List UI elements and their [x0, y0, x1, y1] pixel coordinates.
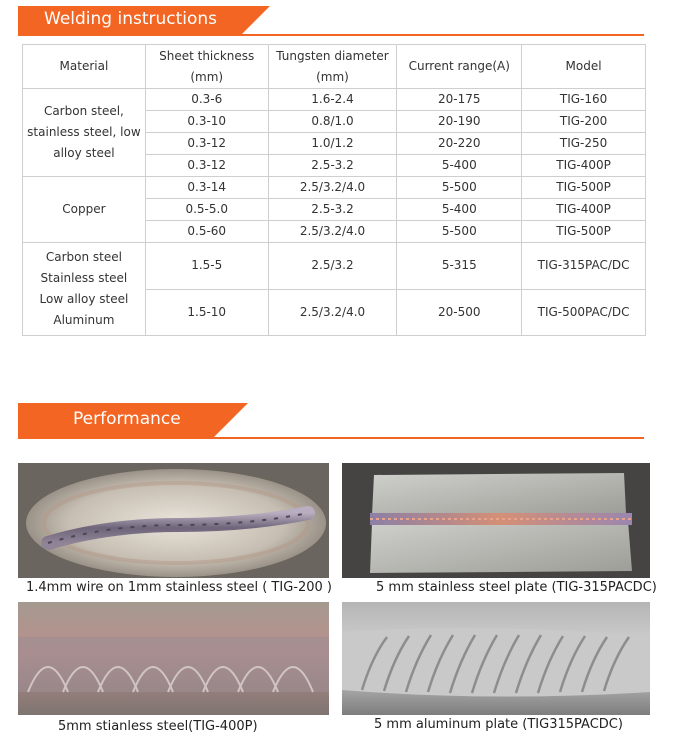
weld-photo-aluminum-plate-image — [342, 602, 650, 715]
table-row — [23, 177, 646, 199]
banner-tail — [214, 403, 248, 437]
tungsten-cell: 1.0/1.2 — [268, 133, 397, 155]
header-sheet-thickness: Sheet thickness (mm) — [145, 45, 268, 89]
tungsten-cell: 2.5/3.2 — [268, 243, 397, 290]
model-cell: TIG-400P — [522, 199, 646, 221]
thickness-cell: 0.5-60 — [145, 221, 268, 243]
thickness-cell: 0.3-12 — [145, 133, 268, 155]
table-row — [23, 89, 646, 111]
thickness-cell: 0.3-14 — [145, 177, 268, 199]
weld-photo-tig-315pacdc-plate — [342, 463, 650, 578]
thickness-cell: 0.3-10 — [145, 111, 268, 133]
table-header-row — [23, 45, 646, 89]
weld-photo-tig-400p-image — [18, 602, 329, 715]
thickness-cell: 0.3-6 — [145, 89, 268, 111]
caption-photo-1: 1.4mm wire on 1mm stainless steel ( TIG-200 ) — [26, 580, 332, 595]
welding-spec-table — [22, 44, 646, 336]
model-cell: TIG-250 — [522, 133, 646, 155]
material-cell: Carbon steel, stainless steel, low alloy steel — [23, 89, 146, 177]
tungsten-cell: 2.5-3.2 — [268, 199, 397, 221]
current-cell: 5-400 — [397, 199, 522, 221]
section-banner-performance — [18, 403, 214, 437]
caption-photo-3: 5mm stianless steel(TIG-400P) — [58, 719, 258, 734]
weld-photo-tig-200-image — [18, 463, 329, 578]
tungsten-cell: 2.5/3.2/4.0 — [268, 221, 397, 243]
model-cell: TIG-160 — [522, 89, 646, 111]
weld-photo-tig-315pacdc-plate-image — [342, 463, 650, 578]
model-cell: TIG-500P — [522, 177, 646, 199]
caption-photo-4: 5 mm aluminum plate (TIG315PACDC) — [374, 717, 623, 732]
tungsten-cell: 2.5/3.2/4.0 — [268, 289, 397, 336]
header-material: Material — [23, 45, 146, 89]
thickness-cell: 1.5-10 — [145, 289, 268, 336]
weld-photo-tig-200 — [18, 463, 329, 578]
current-cell: 5-315 — [397, 243, 522, 290]
header-model: Model — [522, 45, 646, 89]
model-cell: TIG-315PAC/DC — [522, 243, 646, 290]
header-current-range: Current range(A) — [397, 45, 522, 89]
banner-tail — [240, 6, 270, 36]
thickness-cell: 1.5-5 — [145, 243, 268, 290]
model-cell: TIG-500P — [522, 221, 646, 243]
section-title: Welding instructions — [44, 9, 218, 29]
material-cell: Copper — [23, 177, 146, 243]
current-cell: 20-190 — [397, 111, 522, 133]
section-divider — [18, 437, 644, 439]
tungsten-cell: 1.6-2.4 — [268, 89, 397, 111]
current-cell: 20-500 — [397, 289, 522, 336]
current-cell: 5-400 — [397, 155, 522, 177]
current-cell: 5-500 — [397, 177, 522, 199]
thickness-cell: 0.5-5.0 — [145, 199, 268, 221]
material-cell: Carbon steel Stainless steel Low alloy steel Aluminum — [23, 243, 146, 336]
current-cell: 20-220 — [397, 133, 522, 155]
thickness-cell: 0.3-12 — [145, 155, 268, 177]
tungsten-cell: 2.5-3.2 — [268, 155, 397, 177]
model-cell: TIG-500PAC/DC — [522, 289, 646, 336]
weld-photo-tig-400p — [18, 602, 329, 715]
caption-photo-2: 5 mm stainless steel plate (TIG-315PACDC) — [376, 580, 657, 595]
section-banner-welding-instructions — [18, 6, 240, 36]
model-cell: TIG-200 — [522, 111, 646, 133]
weld-photo-aluminum-plate — [342, 602, 650, 715]
table-row — [23, 243, 646, 290]
current-cell: 5-500 — [397, 221, 522, 243]
section-divider — [18, 34, 644, 36]
tungsten-cell: 2.5/3.2/4.0 — [268, 177, 397, 199]
section-title: Performance — [73, 409, 181, 429]
model-cell: TIG-400P — [522, 155, 646, 177]
header-tungsten-diameter: Tungsten diameter (mm) — [268, 45, 397, 89]
tungsten-cell: 0.8/1.0 — [268, 111, 397, 133]
current-cell: 20-175 — [397, 89, 522, 111]
